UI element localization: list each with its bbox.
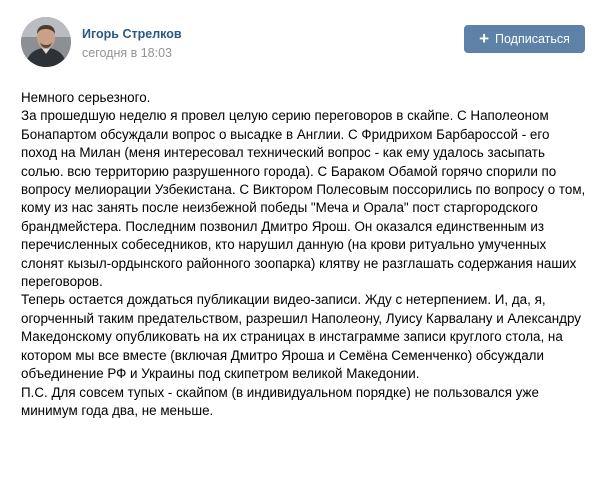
post-text	[21, 89, 590, 420]
user-photo-avatar-icon	[21, 17, 71, 67]
post-paragraph: П.С. Для совсем тупых - скайпом (в индивидуальном порядке) не пользовался уже минимум года два, не меньше.	[21, 384, 543, 418]
post-paragraph: За прошедшую неделю я провел целую серию переговоров в скайпе. С Наполеоном Бонапартом обсуждали вопрос о высадке в Англии. С Фридрихом Барбароссой - его поход на Милан (меня интересовал технический вопрос - как ему удалось засыпать солью. всю территорию разрушенного города). С Бараком Обамой горячо спорили по вопросу мелиорации Узбекистана. С Виктором Полесовым поссорились по вопросу о том, кому из нас занять после неизбежной победы "Меча и Орала" пост старгородского брандмейстера. Последним позвонил Дмитро Ярош. Он оказался единственным из перечисленных собеседников, кто нарушил данную (на крови ритуально умученных слонят кызыл-ордынского районного зоопарка) клятву не разглашать содержания наших переговоров.	[21, 108, 590, 290]
subscribe-button-label: Подписаться	[495, 32, 570, 46]
author-name-link[interactable]: Игорь Стрелков	[82, 27, 182, 41]
plus-icon: +	[479, 28, 490, 48]
subscribe-button[interactable]	[464, 25, 585, 53]
post-date-link[interactable]: сегодня в 18:03	[82, 46, 172, 60]
post-paragraph: Теперь остается дождаться публикации видео-записи. Жду с нетерпением. И, да, я, огорченный таким предательством, разрешил Наполеону, Луису Карвалану и Александру Македонскому опубликовать на их страницах в инстаграмме записи круглого стола, на котором мы все вместе (включая Дмитро Яроша и Семёна Семенченко) обсуждали объединение РФ и Украины под скипетром великой Македонии.	[21, 292, 585, 382]
author-avatar[interactable]	[21, 17, 71, 67]
post-paragraph: Немного серьезного.	[21, 90, 151, 105]
